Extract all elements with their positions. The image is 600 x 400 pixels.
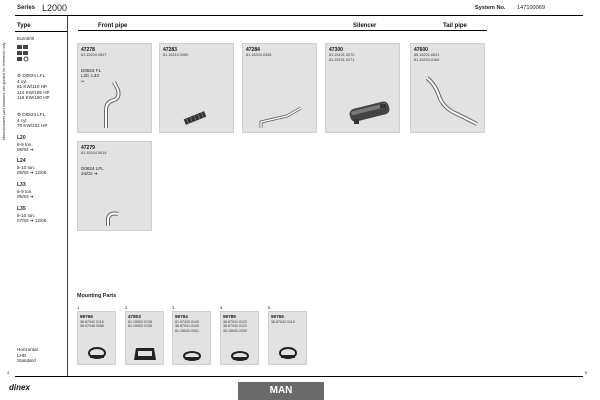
page-number-right: 5 [585, 370, 588, 375]
brand-badge [238, 382, 324, 400]
mount-card-99794[interactable]: 99794 81.97420.0140 36.87041.0125 81.15640.0001 [172, 311, 211, 365]
arrow-right-icon: ➜ [93, 171, 98, 177]
silencer-drawing [326, 44, 401, 134]
col-silencer: Silencer [353, 23, 377, 29]
engine-icon: ⚙ [17, 112, 22, 117]
part-card-47278[interactable]: 47278 81.15204.0507 D0824 FL L20, L33 ✂ [77, 43, 152, 133]
model-l20: L20 6-9 ton. 05/93 ➜ [17, 135, 34, 153]
mount-index: 5 [268, 305, 271, 310]
hanger-icon [126, 312, 165, 366]
pipe-drawing [243, 44, 318, 134]
tail-pipe-drawing [411, 44, 486, 134]
model-l24: L24 8-10 ton. 05/93 ➜ 12/06 [17, 158, 47, 176]
arrow-right-icon: ➜ [29, 218, 34, 224]
system-value: 147100069 [517, 5, 545, 11]
mount-index: 2 [125, 305, 128, 310]
silencer-rule [323, 30, 407, 31]
col-front-pipe: Front pipe [98, 23, 128, 29]
part-card-47279[interactable]: 47279 81.15204.0614 D0824 LFL 24/02 ➜ [77, 141, 152, 231]
brand-label: MAN [269, 385, 293, 396]
front-pipe-rule [78, 30, 323, 31]
flex-pipe-drawing [160, 44, 235, 134]
dinex-logo [8, 380, 38, 394]
euro-label: EuroII/III [17, 36, 35, 41]
system-label: System No. [475, 5, 506, 11]
front-pipe-drawing [78, 142, 153, 232]
part-card-47300[interactable]: 47300 81.15101.0272 81.15101.0271 [325, 43, 400, 133]
page-number-left: 4 [7, 370, 10, 375]
mount-card-99789[interactable]: 99789 36.87041.0123 36.87042.0122 36.15640.2209 [220, 311, 259, 365]
tail-pipe-rule [407, 30, 487, 31]
series-label: Series [17, 5, 36, 11]
series-value: L2000 [42, 3, 68, 13]
svg-text:dinex: dinex [9, 383, 30, 392]
reference-note: Manufacturers part numbers are quoted for reference only [2, 42, 6, 140]
part-card-47600[interactable]: 47600 85.15201.6021 81.15204.0166 [410, 43, 485, 133]
emission-icons [17, 44, 41, 64]
mounting-title: Mounting Parts [77, 293, 117, 299]
model-l35: L35 9-10 ton. 07/93 ➜ 12/06 [17, 206, 47, 224]
mount-index: 1 [77, 305, 80, 310]
col-type: Type [17, 23, 31, 29]
cut-icon: ✂ [81, 78, 85, 84]
engine-block-1: ⚙ D0824 LFL 4 cyl. 81 KW/110 HP 114 KW/155 HP 118 KW/160 HP [17, 73, 50, 101]
mount-card-99766[interactable]: 99766 36.87042.0116 36.97046.0086 [77, 311, 116, 365]
clamp-icon [173, 312, 212, 366]
engine-icon: ⚙ [17, 73, 22, 78]
mount-index: 3 [172, 305, 175, 310]
engine-block-2: ⚙ D0824 LFL 4 cyl. 75 KW/102 HP [17, 112, 48, 129]
front-pipe-drawing [78, 44, 153, 134]
mount-index: 4 [220, 305, 223, 310]
part-card-47283[interactable]: 47283 81.15210.0069 [159, 43, 234, 133]
col-tail-pipe: Tail pipe [443, 23, 467, 29]
sidebar-divider [67, 16, 68, 376]
footer-rule [15, 376, 583, 377]
model-l33: L33 6-9 ton. 05/93 ➜ [17, 182, 34, 200]
part-card-47284[interactable]: 47284 81.15204.0328 [242, 43, 317, 133]
clamp-icon [78, 312, 117, 366]
arrow-right-icon: ➜ [29, 170, 34, 176]
clamp-icon [269, 312, 308, 366]
mount-card-47803[interactable]: 47803 81.15502.0138 81.15502.0108 [125, 311, 164, 365]
mount-card-99765[interactable]: 99765 36.87042.0115 [268, 311, 307, 365]
header-rule [15, 15, 583, 16]
arrow-right-icon: ➜ [29, 194, 34, 200]
orientation-block: Horizontal LHD Standard [17, 347, 38, 364]
type-rule [15, 31, 67, 32]
arrow-right-icon: ➜ [29, 147, 34, 153]
clamp-icon [221, 312, 260, 366]
